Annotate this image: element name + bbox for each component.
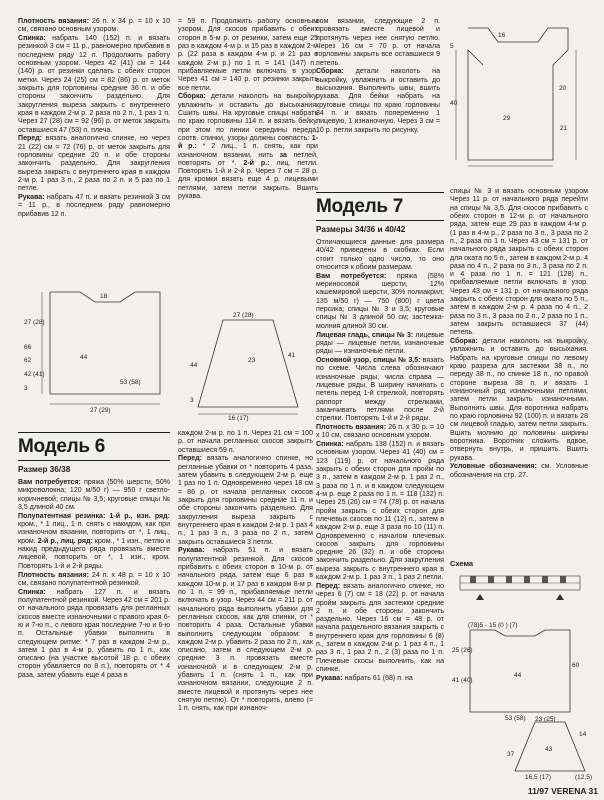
paragraph-heading: Полупатентная резинка: 1-й р., изн. ряд: <box>18 512 170 520</box>
chart-cell <box>560 576 566 583</box>
column-right-top-text <box>316 18 440 186</box>
diagram-label: 27 (29) <box>90 407 111 414</box>
paragraph-heading: Перед: <box>178 455 203 463</box>
diagram-label: 14 <box>579 731 587 738</box>
paragraph-text: петлей, повторять от *. <box>178 151 318 167</box>
diagram-label: 40 <box>450 100 458 107</box>
paragraph <box>450 188 588 338</box>
diagram-label: 37 <box>507 751 515 758</box>
paragraph-text: набрать 51 п. и вязать полупатентной резинкой. Для скосов прибавить с обеих сторон в 10-м р. от начального ряда, затем еще 6 раз в каждом 10-м р. и 17 раз в каждом 8-м р. по 1 п. = 99 п., прибавляемые петли включать в узор. Через 44 см = 211 р. от начального ряда выполнить убавки для регланных скосов, как для спинки, от * повторить 4 раза. Остальные убавки выполнить следующим образом: в каждом 2-м р. убавить 2 раза по 2 п., как описано, затем в следующем 2-м р. средние 3 п. провязать вместе изнаночной и в следующем 2-м р. убавить 1 п. (снять 1 п., как при изнаночном вязании, следующие 2 п. вместе лицевой и протянуть через нее снятую петлю). От * повторить, влево (= 1 п. снять, как при изнаноч- <box>178 547 313 713</box>
paragraph <box>18 18 170 35</box>
paragraph-text: кром., * 1 изн., петлю и накид предыдущего ряда провязать вместе лицевой, повторить от *, 1 изн., кром. Повторять 1-й и 2-й ряды. <box>18 537 170 570</box>
paragraph-heading: 1-й р.: <box>178 134 318 151</box>
pattern-diagram-front <box>20 284 180 414</box>
paragraph-text: 24 п. х 48 р. = 10 х 10 см, связано полупатентной резинкой. <box>18 571 170 587</box>
paragraph-heading: Плотность вязания: <box>18 18 89 25</box>
paragraph <box>450 338 588 463</box>
diagram-label: 44 <box>190 362 198 369</box>
diagram-label: 66 <box>24 344 32 351</box>
diagram-label: 27 (28) <box>24 319 45 326</box>
paragraph-heading: Сборка: <box>178 93 206 101</box>
paragraph-heading: Сборка: <box>450 338 478 346</box>
paragraph-text: вом вязании, следующие 2 п. провязать вместе лицевой и протянуть через нее снятую петлю. Через 16 см = 70 р. от начала горловины закрыть все оставшиеся 9 петель. <box>316 18 440 67</box>
paragraph-heading: Рукава: <box>18 194 45 202</box>
diagram-label: 27 (28) <box>233 312 254 319</box>
paragraph-heading: Спинка: <box>18 588 46 596</box>
paragraph <box>316 332 444 357</box>
diagram-label: 25 (26) <box>452 647 473 654</box>
pattern-diagram-body <box>448 20 588 170</box>
column-model7 <box>316 190 444 790</box>
column-right-model7 <box>450 188 588 518</box>
column-middle-top <box>178 18 318 266</box>
chart-cell <box>542 576 548 583</box>
diagram-label: 16 <box>498 32 506 39</box>
paragraph <box>316 441 444 582</box>
paragraph <box>18 513 170 571</box>
diagram-label: 53 (58) <box>120 379 141 386</box>
paragraph-heading: Рукава: <box>316 674 343 682</box>
paragraph-text: = 59 п. Продолжить работу основным узором. Для скосов прибавить с обеих сторон в 5-м р. от резинки, затем еще 25 раз в каждом 4-м р. и 15 раз в каждом 2-м р. (22 раза в каждом 4-м р. и 21 раз в каждом 2-м р.) по 1 п. = 141 (147) п., прибавляемые петли включать в узор. Через 41 см = 140 р. от резинки закрыть все петли. <box>178 18 318 92</box>
paragraph <box>316 424 444 441</box>
diagram-outline <box>468 28 568 160</box>
paragraph-heading: Основной узор, спицы № 3,5: <box>316 356 421 364</box>
diagram-label: 53 (58) <box>505 715 526 722</box>
paragraph <box>450 463 588 480</box>
diagram-label: 41 <box>288 352 296 359</box>
diagram-label: 21 <box>560 125 568 132</box>
paragraph-text: набрать 61 (68) п. на <box>342 674 413 682</box>
diagram-label: 23 <box>248 357 256 364</box>
paragraph <box>316 273 444 331</box>
pattern-diagram-sleeve <box>188 312 308 422</box>
paragraph-heading: Плотность вязания: <box>316 423 387 431</box>
paragraph-heading: Спинка: <box>18 35 46 43</box>
paragraph <box>18 194 170 219</box>
paragraph <box>178 547 313 713</box>
chart-cell <box>506 576 512 583</box>
paragraph-text: * 2 лиц., 1 п. снять, как при изнаночном вязании, нить <box>178 143 318 159</box>
column-left-top <box>18 18 170 290</box>
paragraph <box>18 589 170 680</box>
page-footer: 11/97 VERENA 31 <box>527 786 598 796</box>
diagram-label: (78)5 - 15 (0 ) (7) <box>468 622 518 629</box>
diagram-label: (12,5) <box>575 774 592 781</box>
paragraph <box>316 357 444 424</box>
diagram-label: 5 <box>450 43 454 50</box>
diagram-label: 16,5 (17) <box>525 774 552 781</box>
paragraph-text: вязать аналогично спинке, но через 21 (22) см = 72 (76) р. от меток закрыть для горловины средние 20 п. и обе стороны закончить раздельно. Для закругления выреза закрыть с внутреннего края в каждом 2-м р. 1 раз 3 п., 2 раза по 2 п. и 5 раз по 1 петле. <box>18 135 170 193</box>
paragraph-heading: Перед: <box>316 582 341 590</box>
paragraph-text: вязать аналогично спинке, но через 6 (7) см = 18 (22) р. от начала пройм закрыть для застежки средние 2 п. и обе стороны закончить раздельно. Через 16 см = 48 р. от начала раздельного вязания закрыть с внутреннего края для горловины 6 (8) п., затем в каждом 2-м р. 1 раз 4 п., 1 раз 3 п., 1 раз 2 п., 2 (3) раза по 1 п. Плечевые скосы выполнить, как на спинке. <box>316 582 444 674</box>
paragraph-text: кром., * 1 лиц., 1 п. снять с накидом, как при изнаночном вязании, повторить от *, 1 лиц., кром. <box>18 521 170 545</box>
model-title: Модель 6 <box>18 432 170 461</box>
paragraph-text: лицевые ряды — лицевые петли, изнаночные ряды — изнаночные петли. <box>316 331 444 356</box>
paragraph <box>18 35 170 135</box>
paragraph-text: набрать 138 (152) п. и вязать основным узором. Через 41 (40) см = 123 (119) р. от начального ряда закрыть с обеих сторон для пройм по 3 п., затем в каждом 2-м р. 1 раз 2 п., 3 раза по 1 п. и в каждом следующем 4-м р. еще 2 раза по 1 п. = 118 (132) п. Через 25 (26) см = 74 (78) р. от начала пройм закрыть с обеих сторон для плечевых скосов по 11 (12) п., затем в каждом 2-м р. еще 3 раза по 10 (11) п. Одновременно с началом плечевых скосов закрыть для горловины средние 26 (32) п. и обе стороны закончить раздельно. Для закругления выреза закрыть с внутреннего края в каждом 2-м р. 1 раз 3 п., 1 раз 2 петли. <box>316 441 444 582</box>
paragraph-text: пряжа (58% мериносовой шерсти, 12% кашемировой шерсти, 30% полиакрил; 135 м/50 г) — 750 (800) г цвета персика; спицы № 3 и 3,5; круговые спицы № 3 длиной 50 см; застежка-молния длиной 30 см. <box>316 272 444 330</box>
paragraph <box>178 18 318 93</box>
diagram-label: 60 <box>572 662 580 669</box>
diagram-label: 43 <box>545 746 553 753</box>
diagram-label: 42 (41) <box>24 371 45 378</box>
paragraph-text: спицы № 3 и вязать основным узором Через 11 р. от начального ряда перейти на спицы № 3,5. Для скосов прибавить с обеих сторон в 12-м р. от начального ряда, затем еще 29 раз в каждом 4-м р. (1 раз в 4-м р., 2 раза по 3 п., 3 раза по 2 п., 2 раза по 1 п. Через 43 см = 131 р. от начального ряда закрыть с обеих сторон для оката по 5 п., затем в каждом 2-м р. 4 раза по 4 п., 2 раза по 3 п., 3 раза по 2 п. и 4 раза по 1 п. = 121 (128) п., прибавляемые петли включать в узор. Через 43 см = 131 р. от начального ряда закрыть с обеих сторон для оката по 5 п., затем в каждом 2-м р. 4 раза по 4 п., 2 раза по 3 п., 3 раза по 2 п., 2 раза по 1 п., затем закрыть оставшиеся 37 (44) петель. <box>450 188 588 337</box>
scheme-title: Схема <box>450 559 474 568</box>
paragraph-text: набрать 127 п. и вязать полупатентной резинкой. Через 42 см = 201 р. от начального ряда провязать для регланных скосов вместе изнаночными с правого края 6-ю и 7-ю п., с левого края последние 7-ю и 6-ю п. Остальные убавки выполнить в следующем ритме: * 7 раз в каждом 2-м р., затем 1 раз в 4-м р. убавить по 1 п., как описано (на участке высотой 18 р. с обеих сторон убавляется по 8 п.), повторять от * 4 раза, затем убавить еще 4 раза в <box>18 588 170 679</box>
paragraph-text: детали наколоть на выкройку, увлажнить и оставить до высыхания. Набрать на круговые спицы по левому краю разреза для застежки 38 п., по переду 38 п., по спинке 18 п., по правой стороне выреза 38 п. и вязать 1 изнаночный ряд изнаночными петлями, затем петли закрыть изнаночными. Выполнить швы. Для воротника набрать по краю горловины 92 (100) п. и вязать 28 см лицевой гладью, затем петли закрыть. Вшить молнию до половины ширины воротника. Воротник сложить вдвое, отвернуть внутрь, и пришить. Вшить рукава. <box>450 338 588 462</box>
paragraph-heading: Перед: <box>18 135 43 143</box>
paragraph-text: детали наколоть на выкройку, увлажнить и оставить до высыхания. Выполнить швы, вшить рукава. Для бейки набрать на круговые спицы по краю горловины 84 п. и вязать попеременно 1 лицевую, 1 изнаночную. Через 3 см = 10 р. петли закрыть по рисунку. <box>316 68 440 134</box>
paragraph <box>178 430 313 455</box>
model-sizes: Размер 36/38 <box>18 465 71 475</box>
scheme-block <box>450 560 590 610</box>
paragraph-heading: 2-й р., лиц. ряд: <box>37 537 93 545</box>
diagram-label: 20 <box>559 85 567 92</box>
diagram-label: 23 (25) <box>535 716 556 723</box>
column-model6-continued <box>178 430 313 790</box>
diagram-label: 3 <box>190 397 194 404</box>
diagram-outline <box>50 292 160 394</box>
paragraph-text: набрать 47 п. и вязать резинкой 3 см = 11 р., в последнем ряду равномерно прибавив 12 п. <box>18 194 170 218</box>
diagram-label: 62 <box>24 357 32 364</box>
paragraph <box>18 135 170 193</box>
paragraph-text: пряжа (50% шерсти, 50% микроволокна; 120 м/50 г) — 950 г светло-коричневой; спицы № 3,5; круговые спицы № 3,5 длиной 40 см. <box>18 479 170 512</box>
paragraph <box>316 239 444 272</box>
knitting-chart <box>450 572 590 602</box>
paragraph-heading: Плотность вязания: <box>18 571 89 579</box>
paragraph-heading: 2-й р.: <box>243 159 270 167</box>
paragraph-text: лиц. петли. Повторять 1-й и 2-й р. Через 7 см = 28 р. для кромки вязать еще 4 р. лицевыми петлями, затем петли закрыть. Вшить рукава. <box>178 159 318 201</box>
paragraph-text: детали наколоть на выкройку, увлажнить и оставить до высыхания. Сшить швы. На круговые спицы набрать по краю горловины 114 п. и вязать бейку, при этом по линии середины переда, соотв. спинки, узоры должны совпасть: <box>178 93 318 142</box>
paragraph-text: вязать по схеме. Числа слева обозначают изнаночные ряды, числа справа — лицевые ряды. В ширину начинать с петель перед 1-й стрелкой, повторять раппорт между стрелками, заканчивать петлями после 2-й стрелки. Повторять 1-й и 2-й ряды. <box>316 356 444 423</box>
paragraph-heading: Сборка: <box>316 68 344 76</box>
paragraph-heading: за <box>279 151 287 159</box>
paragraph-heading: Лицевая гладь, спицы № 3: <box>316 331 414 339</box>
model-title: Модель 7 <box>316 192 444 221</box>
paragraph <box>18 479 170 512</box>
diagram-label: 29 <box>503 115 511 122</box>
paragraph <box>178 93 318 201</box>
paragraph-heading: Спинка: <box>316 441 344 449</box>
pattern-diagram-model7-sleeve <box>505 716 595 782</box>
diagram-label: 41 (40) <box>452 677 473 684</box>
paragraph-text: каждом 2-м р. по 1 п. Через 21 см = 100 р. от начала регланных скосов закрыть оставшиеся 59 п. <box>178 430 313 454</box>
paragraph-heading: Вам потребуется: <box>18 479 81 487</box>
diagram-label: 18 <box>100 293 108 300</box>
diagram-label: 16 (17) <box>228 415 249 422</box>
paragraph <box>316 68 440 135</box>
arrow-icon <box>476 594 484 600</box>
paragraph-text: Отличающиеся данные для размера 40/42 приведены в скобках. Если стоит только одно число, то оно относится к обоим размерам. <box>316 239 444 272</box>
paragraph-text: 26 п. х 30 р. = 10 х 10 см, связано основным узором. <box>316 423 444 440</box>
paragraph-heading: Условные обозначения: <box>450 463 537 471</box>
paragraph-text: 26 п. х 34 р. = 10 х 10 см, связано основным узором. <box>18 18 170 34</box>
paragraph <box>18 572 170 589</box>
paragraph <box>316 583 444 674</box>
column-model6 <box>18 430 170 790</box>
paragraph-text: вязать аналогично спинке, но регланные убавки от * повторить 4 раза, затем убавить в следующем 2-м р. еще 1 раз по 1 п. Одновременно через 18 см = 86 р. от начала регланных скосов закрыть для горловины средние 11 п. и обе стороны закончить раздельно. Для закругления выреза закрыть с внутреннего края в каждом 2-м р. 1 раз 4 п., 1 раз 3 п., 3 раза по 2 п., затем закрыть оставшиеся 3 петли. <box>178 455 313 546</box>
pattern-diagram-model7-body <box>450 622 590 722</box>
paragraph-heading: Рукава: <box>178 547 205 555</box>
paragraph <box>178 455 313 546</box>
paragraph-text: набрать 140 (152) п. и вязать резинкой 3 см = 11 р., равномерно прибавив в последнем ряду 12 п. Продолжить работу основным узором. Через 42 (41) см = 144 (140) р. от резинки сделать с обеих сторон метки. Через 24 (25) см = 82 (86) р. от меток закрыть для горловины средние 36 п. и обе стороны закончить раздельно. Для закругления выреза закрыть с внутреннего края в каждом 2-м р. 2 раза по 2 п., 1 раз 1 п. Через 27 (28) см = 92 (96) р. от меток закрыть оставшиеся 47 (53) п. плеча. <box>18 35 170 134</box>
chart-cell <box>488 576 494 583</box>
arrow-icon <box>556 594 564 600</box>
chart-cell <box>524 576 530 583</box>
paragraph <box>316 18 440 68</box>
chart-cell <box>470 576 476 583</box>
diagram-label: 3 <box>24 385 28 392</box>
diagram-label: 44 <box>514 672 522 679</box>
paragraph-text: см. Условные обозначения на стр. 27. <box>450 463 588 479</box>
diagram-outline <box>470 630 570 712</box>
diagram-label: 44 <box>80 354 88 361</box>
paragraph-heading: Вам потребуется: <box>316 272 387 280</box>
paragraph <box>316 675 444 683</box>
model-sizes: Размеры 34/36 и 40/42 <box>316 225 406 235</box>
